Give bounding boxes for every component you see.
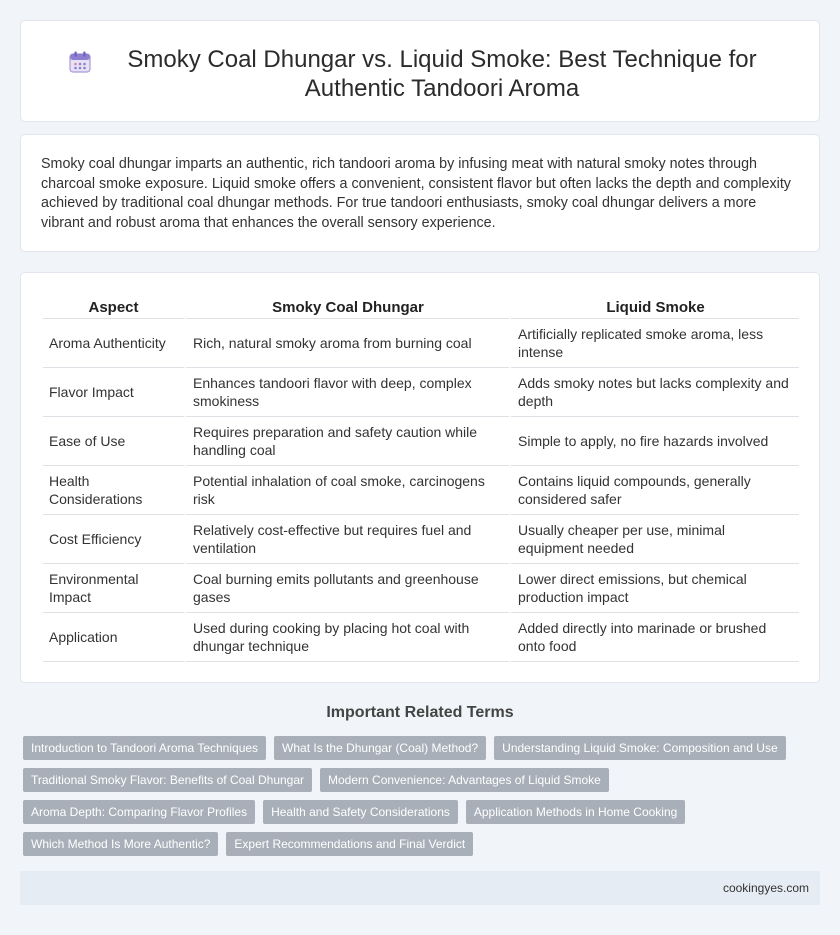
related-term-link[interactable]: Aroma Depth: Comparing Flavor Profiles xyxy=(23,800,255,824)
table-cell-liquid: Lower direct emissions, but chemical production impact xyxy=(509,564,799,613)
table-cell-coal: Relatively cost-effective but requires fuel and ventilation xyxy=(184,515,509,564)
comparison-card xyxy=(20,272,820,683)
table-row xyxy=(43,466,799,515)
footer-site-name[interactable]: cookingyes.com xyxy=(722,881,809,895)
table-row xyxy=(43,368,799,417)
calendar-icon xyxy=(68,50,92,79)
table-cell-aspect: Application xyxy=(43,613,184,662)
related-terms-list xyxy=(23,736,813,856)
table-cell-coal: Potential inhalation of coal smoke, carcinogens risk xyxy=(184,466,509,515)
table-cell-aspect: Environmental Impact xyxy=(43,564,184,613)
related-terms-heading: Important Related Terms xyxy=(326,704,514,721)
table-cell-aspect: Cost Efficiency xyxy=(43,515,184,564)
table-row xyxy=(43,417,799,466)
related-term-link[interactable]: Traditional Smoky Flavor: Benefits of Coal Dhungar xyxy=(23,768,312,792)
footer xyxy=(20,871,820,905)
related-term-link[interactable]: Expert Recommendations and Final Verdict xyxy=(226,832,473,856)
column-header-aspect: Aspect xyxy=(43,295,184,319)
comparison-table xyxy=(43,295,799,662)
table-row xyxy=(43,319,799,368)
table-row xyxy=(43,564,799,613)
table-cell-coal: Enhances tandoori flavor with deep, complex smokiness xyxy=(184,368,509,417)
related-term-link[interactable]: Which Method Is More Authentic? xyxy=(23,832,218,856)
table-cell-coal: Used during cooking by placing hot coal with dhungar technique xyxy=(184,613,509,662)
related-term-link[interactable]: Modern Convenience: Advantages of Liquid Smoke xyxy=(320,768,609,792)
related-term-link[interactable]: Understanding Liquid Smoke: Composition and Use xyxy=(494,736,786,760)
table-cell-coal: Rich, natural smoky aroma from burning coal xyxy=(184,319,509,368)
table-cell-aspect: Flavor Impact xyxy=(43,368,184,417)
table-cell-aspect: Aroma Authenticity xyxy=(43,319,184,368)
table-cell-liquid: Adds smoky notes but lacks complexity and depth xyxy=(509,368,799,417)
table-row xyxy=(43,515,799,564)
table-cell-liquid: Artificially replicated smoke aroma, less intense xyxy=(509,319,799,368)
table-cell-liquid: Added directly into marinade or brushed onto food xyxy=(509,613,799,662)
column-header-liquid-smoke: Liquid Smoke xyxy=(509,295,799,319)
page-title: Smoky Coal Dhungar vs. Liquid Smoke: Best Technique for Authentic Tandoori Aroma xyxy=(127,46,757,102)
intro-paragraph: Smoky coal dhungar imparts an authentic, rich tandoori aroma by infusing meat with natural smoky notes through charcoal smoke exposure. Liquid smoke offers a convenient, consistent flavor but often lacks the depth and complexity achieved by traditional coal dhungar methods. For true tandoori enthusiasts, smoky coal dhungar delivers a more vibrant and robust aroma that enhances the overall sensory experience. xyxy=(41,156,791,231)
table-cell-liquid: Simple to apply, no fire hazards involved xyxy=(509,417,799,466)
table-cell-liquid: Usually cheaper per use, minimal equipment needed xyxy=(509,515,799,564)
table-header-row xyxy=(43,295,799,319)
table-row xyxy=(43,613,799,662)
related-term-link[interactable]: Application Methods in Home Cooking xyxy=(466,800,685,824)
related-term-link[interactable]: Health and Safety Considerations xyxy=(263,800,458,824)
table-cell-aspect: Health Considerations xyxy=(43,466,184,515)
header-card xyxy=(20,20,820,122)
column-header-coal-dhungar: Smoky Coal Dhungar xyxy=(184,295,509,319)
intro-card xyxy=(20,134,820,252)
table-cell-coal: Requires preparation and safety caution while handling coal xyxy=(184,417,509,466)
related-term-link[interactable]: What Is the Dhungar (Coal) Method? xyxy=(274,736,486,760)
table-cell-liquid: Contains liquid compounds, generally considered safer xyxy=(509,466,799,515)
table-cell-aspect: Ease of Use xyxy=(43,417,184,466)
related-term-link[interactable]: Introduction to Tandoori Aroma Techniques xyxy=(23,736,266,760)
table-cell-coal: Coal burning emits pollutants and greenhouse gases xyxy=(184,564,509,613)
